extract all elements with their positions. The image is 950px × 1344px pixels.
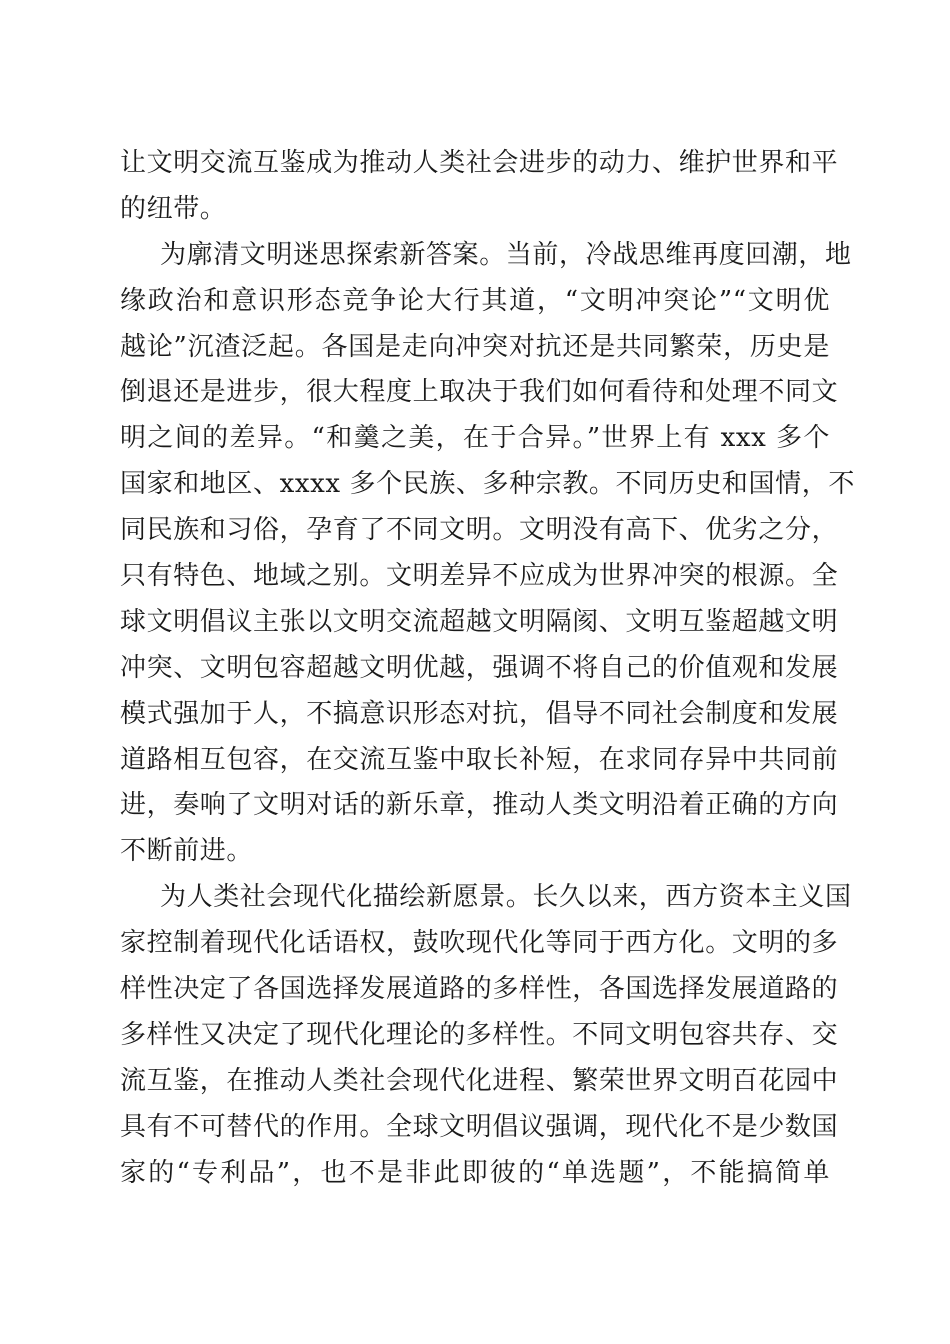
- text-line: 的纽带。: [120, 193, 227, 224]
- text-line: 家的“专利品”，也不是非此即彼的“单选题”，不能搞简单: [120, 1157, 830, 1188]
- text-line: 具有不可替代的作用。全球文明倡议强调，现代化不是少数国: [120, 1111, 839, 1142]
- text-line: 国家和地区、xxxx 多个民族、多种宗教。不同历史和国情，不: [120, 469, 855, 500]
- text-line: 家控制着现代化话语权，鼓吹现代化等同于西方化。文明的多: [120, 928, 839, 959]
- text-line: 只有特色、地域之别。文明差异不应成为世界冲突的根源。全: [120, 561, 839, 592]
- text-line: 球文明倡议主张以文明交流超越文明隔阂、文明互鉴超越文明: [120, 606, 839, 637]
- text-line: 缘政治和意识形态竞争论大行其道，“文明冲突论”“文明优: [120, 285, 830, 316]
- text-line: 倒退还是进步，很大程度上取决于我们如何看待和处理不同文: [120, 377, 839, 408]
- text-line: 让文明交流互鉴成为推动人类社会进步的动力、维护世界和平: [120, 148, 839, 178]
- text-line: 越论”沉渣泛起。各国是走向冲突对抗还是共同繁荣，历史是: [120, 331, 830, 362]
- text-line: 样性决定了各国选择发展道路的多样性，各国选择发展道路的: [120, 974, 839, 1005]
- text-line: 道路相互包容，在交流互鉴中取长补短，在求同存异中共同前: [120, 744, 839, 775]
- text-line: 冲突、文明包容超越文明优越，强调不将自己的价值观和发展: [120, 652, 839, 683]
- text-line: 明之间的差异。“和羹之美，在于合异。”世界上有 xxx 多个: [120, 423, 830, 454]
- text-line: 多样性又决定了现代化理论的多样性。不同文明包容共存、交: [120, 1019, 839, 1050]
- paragraph-first-line: 为廓清文明迷思探索新答案。当前，冷战思维再度回潮，地: [160, 239, 852, 270]
- text-line: 不断前进。: [120, 836, 254, 867]
- paragraph-first-line: 为人类社会现代化描绘新愿景。长久以来，西方资本主义国: [160, 882, 852, 913]
- text-line: 流互鉴，在推动人类社会现代化进程、繁荣世界文明百花园中: [120, 1065, 839, 1096]
- text-line: 进，奏响了文明对话的新乐章，推动人类文明沿着正确的方向: [120, 790, 839, 821]
- document-body: [120, 141, 855, 1196]
- text-line: 模式强加于人，不搞意识形态对抗，倡导不同社会制度和发展: [120, 698, 839, 729]
- text-line: 同民族和习俗，孕育了不同文明。文明没有高下、优劣之分，: [120, 515, 839, 546]
